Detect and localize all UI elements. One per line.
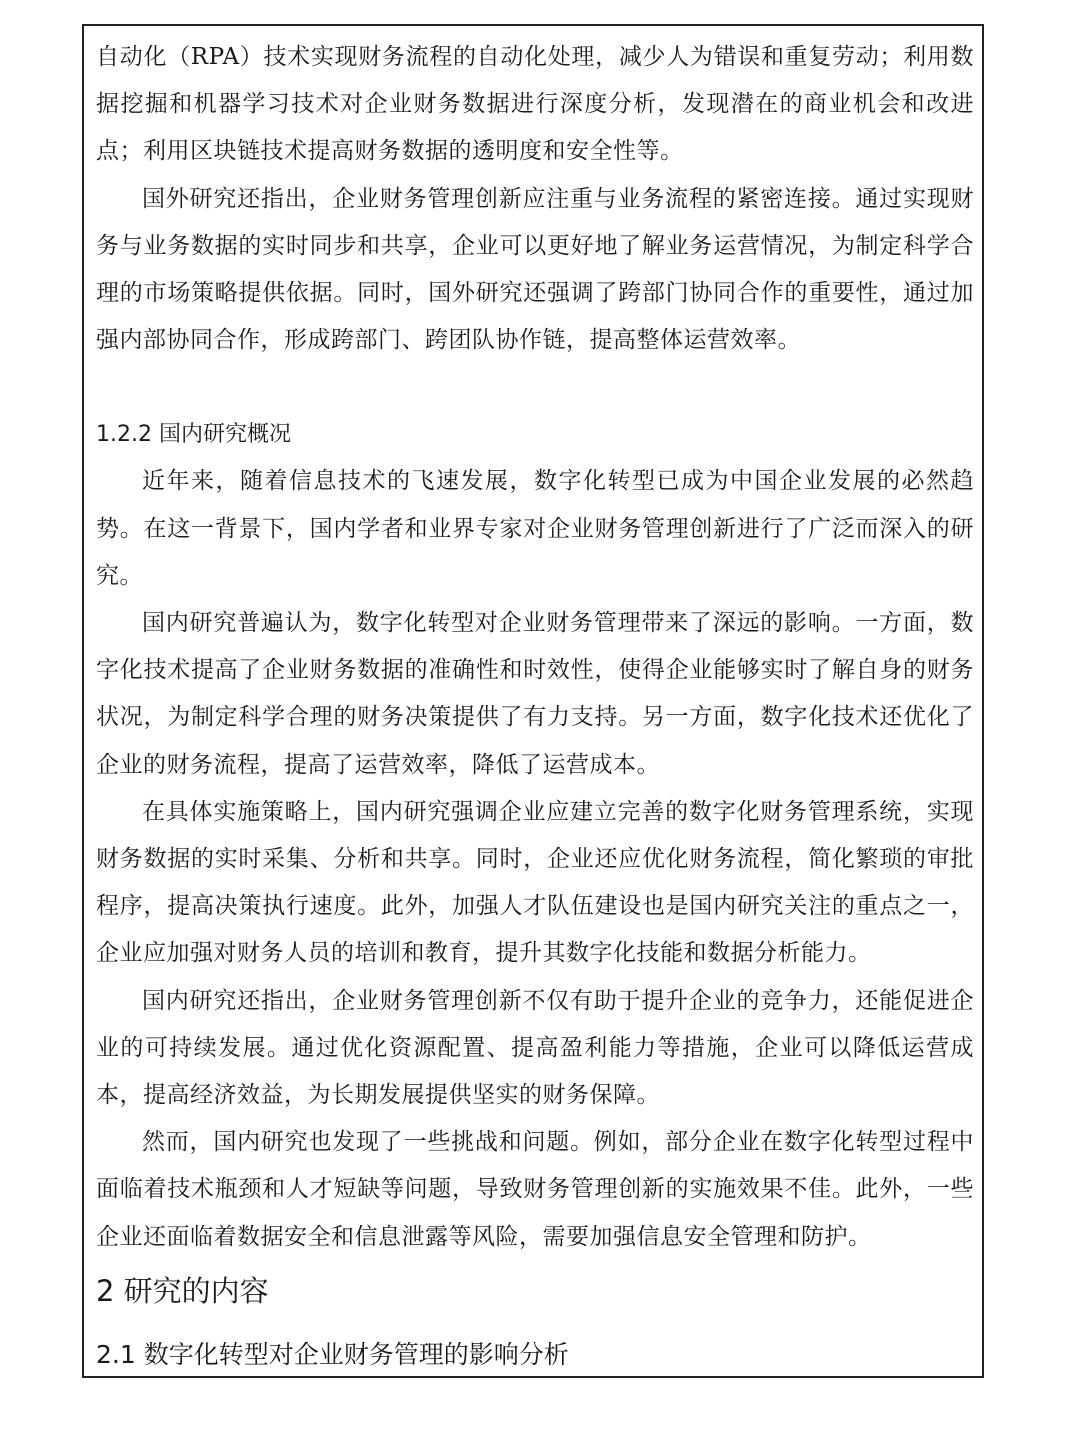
paragraph-domestic-sustainability: 国内研究还指出，企业财务管理创新不仅有助于提升企业的竞争力，还能促进企业的可持续发展。通过优化资源配置、提高盈利能力等措施，企业可以降低运营成本，提高经济效益，为长期发展提供坚实的财务保障。 [96,987,974,1109]
paragraph-foreign-research: 国外研究还指出，企业财务管理创新应注重与业务流程的紧密连接。通过实现财务与业务数据的实时同步和共享，企业可以更好地了解业务运营情况，为制定科学合理的市场策略提供依据。同时，国外研究还强调了跨部门协同合作的重要性，通过加强内部协同合作，形成跨部门、跨团队协作链，提高整体运营效率。 [96,185,974,354]
document-page [82,24,984,1378]
blank-line [96,364,974,411]
paragraph-domestic-strategy: 在具体实施策略上，国内研究强调企业应建立完善的数字化财务管理系统，实现财务数据的实时采集、分析和共享。同时，企业还应优化财务流程，简化繁琐的审批程序，提高决策执行速度。此外，加强人才队伍建设也是国内研究关注的重点之一，企业应加强对财务人员的培训和教育，提升其数字化技能和数据分析能力。 [96,798,974,967]
section-heading-2-1: 2.1 数字化转型对企业财务管理的影响分析 [96,1339,569,1369]
section-heading-1-2-2: 1.2.2 国内研究概况 [96,422,291,448]
paragraph-domestic-challenges: 然而，国内研究也发现了一些挑战和问题。例如，部分企业在数字化转型过程中面临着技术瓶颈和人才短缺等问题，导致财务管理创新的实施效果不佳。此外，一些企业还面临着数据安全和信息泄露等风险，需要加强信息安全管理和防护。 [96,1129,974,1250]
paragraph-domestic-intro: 近年来，随着信息技术的飞速发展，数字化转型已成为中国企业发展的必然趋势。在这一背景下，国内学者和业界专家对企业财务管理创新进行了广泛而深入的研究。 [96,468,974,589]
paragraph-domestic-impact: 国内研究普遍认为，数字化转型对企业财务管理带来了深远的影响。一方面，数字化技术提高了企业财务数据的准确性和时效性，使得企业能够实时了解自身的财务状况，为制定科学合理的财务决策提供了有力支持。另一方面，数字化技术还优化了企业的财务流程，提高了运营效率，降低了运营成本。 [96,610,974,778]
paragraph-rpa-continuation: 自动化（RPA）技术实现财务流程的自动化处理，减少人为错误和重复劳动；利用数据挖掘和机器学习技术对企业财务数据进行深度分析，发现潜在的商业机会和改进点；利用区块链技术提高财务数据的透明度和安全性等。 [96,44,974,165]
document-body [96,34,974,1378]
section-heading-2: 2 研究的内容 [96,1273,269,1308]
